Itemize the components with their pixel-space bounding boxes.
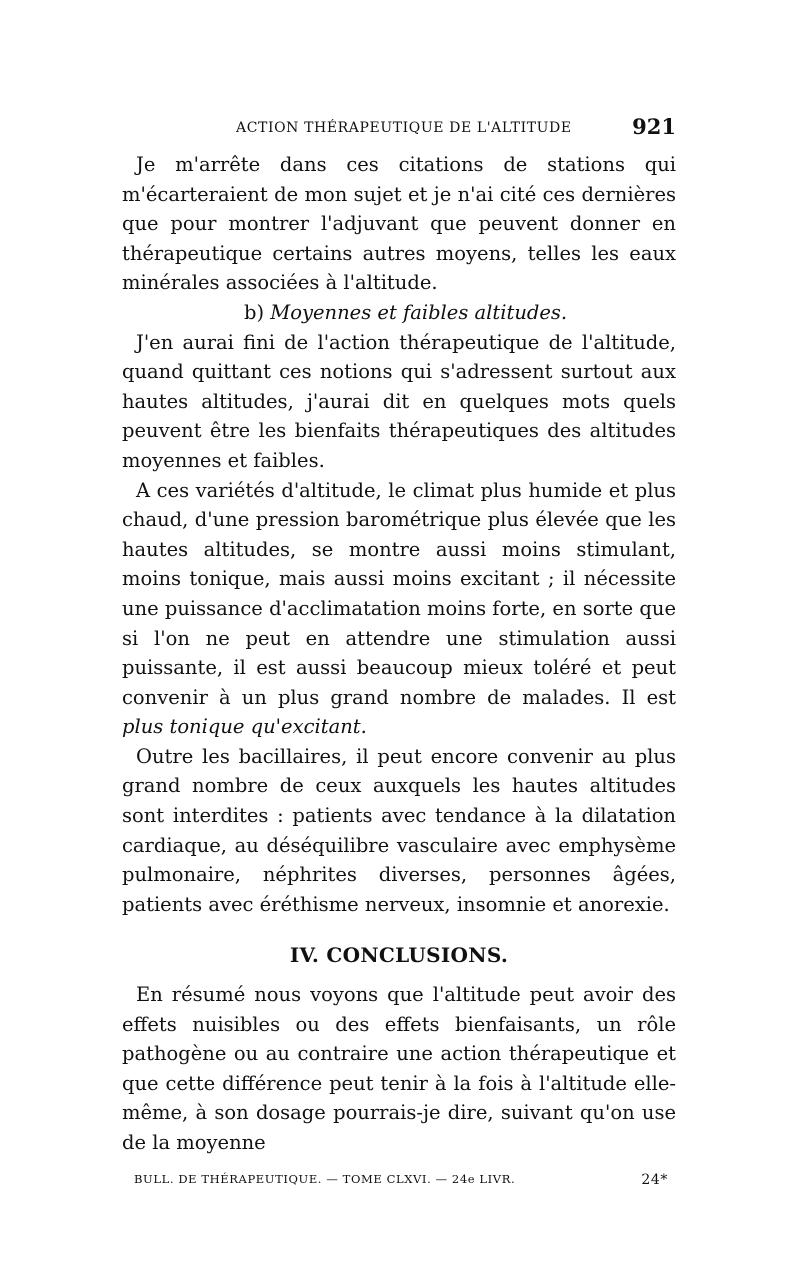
subsection-title: Moyennes et faibles altitudes. [270,300,568,324]
paragraph-resume: En résumé nous voyons que l'altitude peut avoir des effets nuisibles ou des effets bienfaisants, un rôle pathogène ou au contraire une action thérapeutique et que cette différence peut tenir à la fois à l'altitude elle-même, à son dosage pourrais-je dire, suivant qu'on use de la moyenne [122,983,676,1154]
running-title: ACTION THÉRAPEUTIQUE DE L'ALTITUDE [236,120,572,136]
sheet-mark: 24* [641,1171,668,1188]
paragraph-indications: Outre les bacillaires, il peut encore convenir au plus grand nombre de ceux auxquels les hautes altitudes sont interdites : patients avec tendance à la dilatation cardiaque, au déséquilibre vasculaire avec emphysème pulmonaire, néphrites diverses, personnes âgées, patients avec éréthisme nerveux, insomnie et anorexie. [122,744,676,916]
page-number: 921 [632,114,676,139]
paragraph-citations: Je m'arrête dans ces citations de stations qui m'écarteraient de mon sujet et je n'ai cité ces dernières que pour montrer l'adjuvant que peuvent donner en thérapeutique certains autres moyens, telles les eaux minérales associées à l'altitude. [122,153,676,295]
printer-signature: BULL. DE THÉRAPEUTIQUE. — TOME CLXVI. — 24e LIVR. [134,1171,516,1186]
book-page [122,112,676,1192]
running-header [122,112,676,148]
paragraph-climat-text: A ces variétés d'altitude, le climat plus humide et plus chaud, d'une pression barométrique plus élevée que les hautes altitudes, se montre aussi moins stimulant, moins tonique, mais aussi moins excitant ; il nécessite une puissance d'acclimatation moins forte, en sorte que si l'on ne peut en attendre une stimulation aussi puissante, il est aussi beaucoup mieux toléré et peut convenir à un plus grand nombre de malades. Il est [122,478,676,709]
paragraph-moyennes-altitudes: J'en aurai fini de l'action thérapeutique de l'altitude, quand quittant ces notions qui s'adressent surtout aux hautes altitudes, j'aurai dit en quelques mots quels peuvent être les bienfaits thérapeutiques des altitudes moyennes et faibles. [122,330,676,472]
paragraph-climat-emphasis: plus tonique qu'excitant. [122,715,367,739]
subsection-letter: b) [244,300,265,324]
paragraph-climat [122,476,676,742]
section-heading-conclusions: IV. CONCLUSIONS. [289,943,509,968]
subsection-heading [122,298,676,328]
page-footer [122,1172,676,1192]
